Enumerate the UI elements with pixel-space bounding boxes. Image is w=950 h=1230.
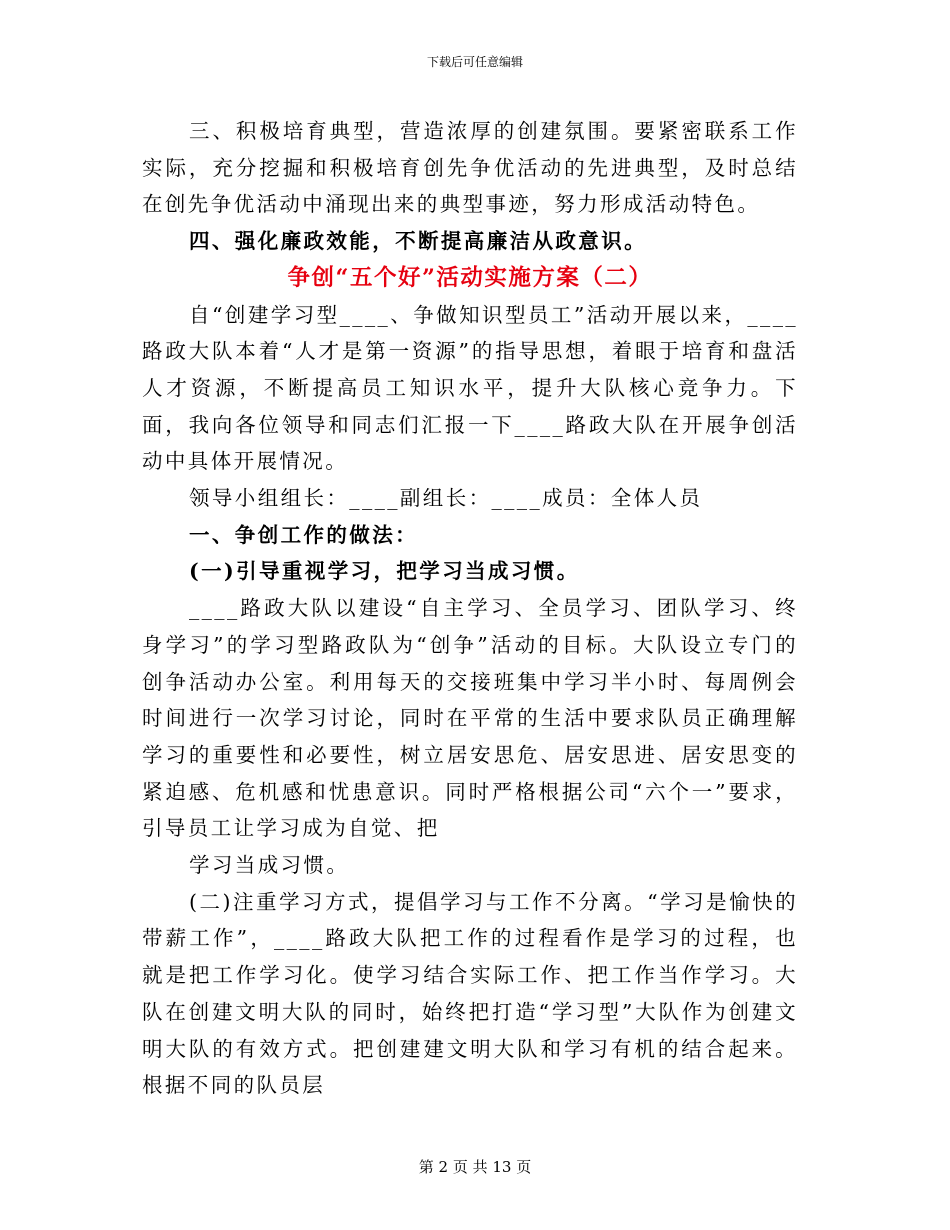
- paragraph-learning-organization: ____路政大队以建设“自主学习、全员学习、团队学习、终身学习”的学习型路政队为“创争”活动的目标。大队设立专门的创争活动办公室。利用每天的交接班集中学习半小时、每周例会时间进行一次学习讨论，同时在平常的生活中要求队员正确理解学习的重要性和必要性，树立居安思危、居安思进、居安思变的紧迫感、危机感和忧患意识。同时严格根据公司“六个一”要求，引导员工让学习成为自觉、把: [142, 596, 798, 841]
- section-heading-practices: 一、争创工作的做法：: [189, 522, 418, 547]
- document-title: 争创“五个好”活动实施方案（二）: [287, 264, 653, 291]
- paragraph-typical-models: 三、积极培育典型，营造浓厚的创建氛围。要紧密联系工作实际，充分挖掘和积极培育创先争优活动的先进典型，及时总结在创先争优活动中涌现出来的典型事迹，努力形成活动特色。: [142, 119, 798, 217]
- paragraph-learning-method: (二)注重学习方式，提倡学习与工作不分离。“学习是愉快的带薪工作”，____路政大队把工作的过程看作是学习的过程，也就是把工作学习化。使学习结合实际工作、把工作当作学习。大队在创建文明大队的同时，始终把打造“学习型”大队作为创建文明大队的有效方式。把创建建文明大队和学习有机的结合起来。根据不同的队员层: [142, 889, 798, 1098]
- subsection-heading-learning-habit: (一)引导重视学习，把学习当成习惯。: [189, 559, 580, 584]
- paragraph-intro: 自“创建学习型____、争做知识型员工”活动开展以来，____路政大队本着“人才是第一资源”的指导思想，着眼于培育和盘活人才资源，不断提高员工知识水平，提升大队核心竞争力。下面，我向各位领导和同志们汇报一下____路政大队在开展争创活动中具体开展情况。: [142, 302, 798, 474]
- paragraph-leadership-group: 领导小组组长：____副组长：____成员：全体人员: [189, 486, 703, 511]
- page-header-note: 下载后可任意编辑: [426, 55, 523, 69]
- paragraph-integrity-heading: 四、强化廉政效能，不断提高廉洁从政意识。: [189, 229, 647, 254]
- paragraph-learning-habit: 学习当成习惯。: [189, 853, 350, 878]
- document-body: [142, 113, 798, 1104]
- page-number-footer: 第 2 页 共 13 页: [418, 1158, 532, 1176]
